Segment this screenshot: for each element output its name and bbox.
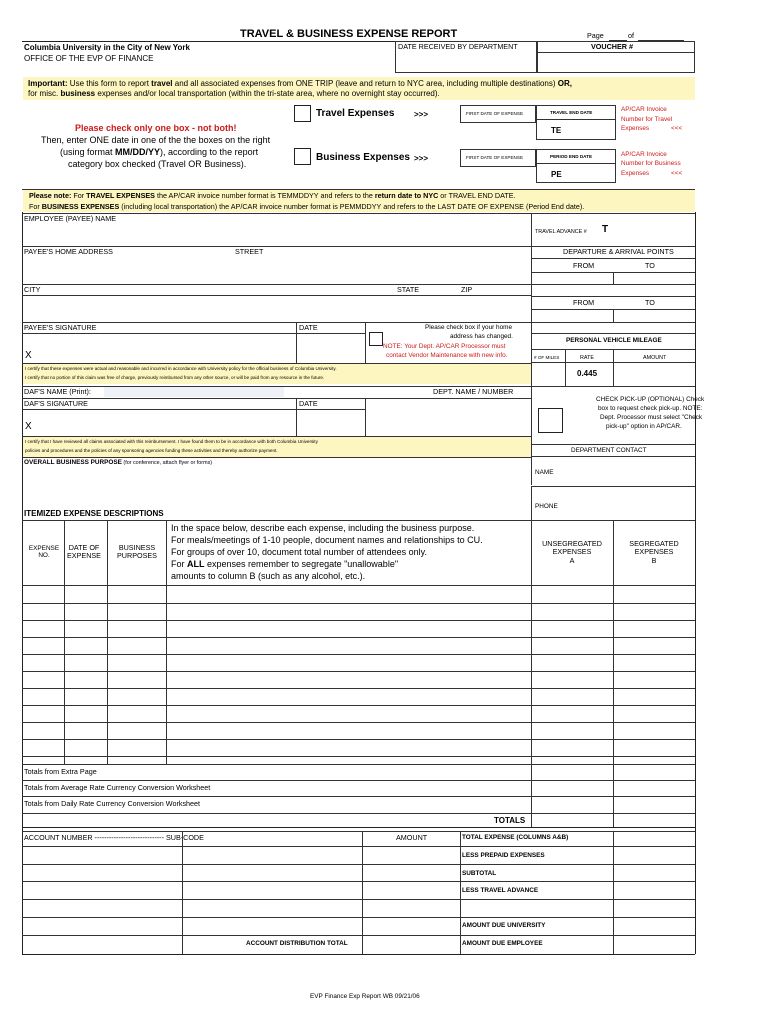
business-note-arrows: <<< (671, 170, 683, 177)
travel-expenses-label: Travel Expenses (316, 108, 395, 119)
page-label: Page (587, 31, 604, 40)
city-label: CITY (24, 285, 41, 294)
zip-label: ZIP (461, 285, 473, 294)
expense-row-3-col-5[interactable] (532, 621, 612, 636)
travel-note3: Expenses (621, 125, 650, 132)
expense-row-9-col-5[interactable] (532, 723, 612, 738)
col-unsegregated: UNSEGREGATED EXPENSES A (542, 539, 602, 565)
arrival-to-field-2[interactable] (614, 310, 694, 321)
business-first-date-label: FIRST DATE OF EXPENSE (466, 155, 524, 160)
check-one-warning: Please check only one box - not both! (75, 123, 237, 133)
account-row-2-col-2[interactable] (184, 865, 360, 881)
expense-row-10-col-6[interactable] (614, 740, 694, 755)
instruction-line1: Then, enter ONE date in one of the the boxes on the right (41, 135, 271, 145)
to-label-2: TO (645, 298, 655, 307)
less-prepaid-label: LESS PREPAID EXPENSES (462, 852, 545, 859)
account-row-2-col-1[interactable] (24, 865, 180, 881)
check-pickup-checkbox[interactable] (538, 408, 563, 433)
account-row-2-col-4[interactable] (615, 865, 693, 881)
business-purpose-field[interactable] (24, 468, 530, 508)
expense-row-11-col-1[interactable] (24, 757, 64, 763)
form-title: TRAVEL & BUSINESS EXPENSE REPORT (240, 28, 458, 40)
expense-row-4-col-1[interactable] (24, 638, 64, 653)
daf-date-label: DATE (299, 399, 318, 408)
account-row-3-col-1[interactable] (24, 882, 180, 898)
expense-row-1-col-6[interactable] (614, 586, 694, 602)
account-row-4-col-2[interactable] (184, 900, 360, 916)
expense-row-7-col-1[interactable] (24, 689, 64, 704)
state-field[interactable] (396, 296, 456, 320)
address-changed-checkbox[interactable] (369, 332, 383, 346)
from-label-1: FROM (573, 261, 595, 270)
expense-row-6-col-3[interactable] (109, 672, 165, 687)
expense-row-3-col-4[interactable] (168, 621, 530, 636)
account-row-1-col-4[interactable] (615, 847, 693, 863)
expense-row-9-col-2[interactable] (66, 723, 106, 738)
payee-certify-line2: I certify that no portion of this claim was free of charge, previously reimbursed from any other source, or will be paid from any resource in the future. (25, 375, 325, 380)
payee-certify-line1: I certify that these expenses were actual and reasonable and incurred in accordance with University policy for the official business of Columbia University. (25, 366, 337, 371)
account-row-3-col-2[interactable] (184, 882, 360, 898)
account-row-3-col-4[interactable] (615, 882, 693, 898)
account-row-4-col-3[interactable] (364, 900, 458, 916)
expense-row-9-col-6[interactable] (614, 723, 694, 738)
expense-row-1-col-5[interactable] (532, 586, 612, 602)
account-row-5-col-4[interactable] (615, 918, 693, 934)
payee-signature-x: X (25, 350, 32, 361)
employee-name-label: EMPLOYEE (PAYEE) NAME (24, 214, 116, 223)
travel-note-arrows: <<< (671, 125, 683, 132)
itemized-desc3: For groups of over 10, document total number of attendees only. (171, 547, 427, 557)
expense-row-8-col-3[interactable] (109, 706, 165, 721)
expense-row-2-col-4[interactable] (168, 604, 530, 619)
expense-row-2-col-2[interactable] (66, 604, 106, 619)
expense-row-4-col-6[interactable] (614, 638, 694, 653)
contact-name-field[interactable] (560, 458, 694, 486)
daf-name-label: DAF'S NAME (Print): (24, 387, 91, 396)
pickup-line3: Dept. Processor must select "Check (600, 414, 703, 421)
expense-row-4-col-2[interactable] (66, 638, 106, 653)
date-received-label: DATE RECEIVED BY DEPARTMENT (398, 42, 518, 51)
mileage-title: PERSONAL VEHICLE MILEAGE (566, 337, 662, 344)
expense-row-8-col-6[interactable] (614, 706, 694, 721)
important-line1: Important: Use this form to report travel and all associated expenses from ONE TRIP (leave and return to NYC area, including multiple destinations) OR, (28, 79, 572, 88)
address-change-line2: address has changed. (450, 333, 513, 340)
payee-signature-label: PAYEE'S SIGNATURE (24, 323, 97, 332)
total-expense-label: TOTAL EXPENSE (COLUMNS A&B) (462, 834, 569, 841)
expense-row-3-col-6[interactable] (614, 621, 694, 636)
expense-row-7-col-5[interactable] (532, 689, 612, 704)
expense-row-1-col-3[interactable] (109, 586, 165, 602)
travel-advance-label: TRAVEL ADVANCE # (535, 229, 587, 235)
travel-end-date-label: TRAVEL END DATE (550, 110, 593, 115)
please-note-line2: For BUSINESS EXPENSES (including local transportation) the AP/CAR invoice number format is PEMMDDYY and refers to the LAST DATE OF EXPENSE (Period End date). (29, 202, 585, 211)
address-change-line1: Please check box if your home (425, 324, 513, 331)
departure-arrival-label: DEPARTURE & ARRIVAL POINTS (563, 247, 674, 256)
employee-name-field[interactable] (24, 224, 530, 244)
daf-name-field[interactable] (104, 387, 284, 397)
expense-row-3-col-2[interactable] (66, 621, 106, 636)
to-label-1: TO (645, 261, 655, 270)
expense-row-10-col-4[interactable] (168, 740, 530, 755)
expense-row-7-col-2[interactable] (66, 689, 106, 704)
business-expenses-checkbox[interactable] (294, 148, 311, 165)
expense-row-3-col-3[interactable] (109, 621, 165, 636)
account-row-6-col-3[interactable] (364, 936, 458, 952)
departure-from-field-2[interactable] (532, 310, 612, 321)
expense-row-5-col-4[interactable] (168, 655, 530, 670)
expense-row-1-col-4[interactable] (168, 586, 530, 602)
account-row-1-col-2[interactable] (184, 847, 360, 863)
col-segregated: SEGREGATED EXPENSES B (629, 539, 679, 565)
expense-row-7-col-6[interactable] (614, 689, 694, 704)
expense-row-2-col-1[interactable] (24, 604, 64, 619)
account-row-5-col-2[interactable] (184, 918, 360, 934)
daf-signature-field[interactable] (36, 411, 294, 435)
footer-text: EVP Finance Exp Report WB 09/21/06 (310, 993, 420, 1000)
total-a-field[interactable] (532, 814, 612, 826)
expense-row-5-col-6[interactable] (614, 655, 694, 670)
state-label: STATE (397, 285, 420, 294)
account-row-2-col-3[interactable] (364, 865, 458, 881)
city-field[interactable] (24, 296, 394, 320)
expense-row-10-col-5[interactable] (532, 740, 612, 755)
expense-row-11-col-4[interactable] (168, 757, 530, 763)
expense-row-6-col-5[interactable] (532, 672, 612, 687)
amount-due-university-label: AMOUNT DUE UNIVERSITY (462, 922, 546, 929)
expense-row-4-col-3[interactable] (109, 638, 165, 653)
street-label: STREET (235, 247, 264, 256)
org-office: OFFICE OF THE EVP OF FINANCE (24, 54, 154, 63)
account-row-1-col-3[interactable] (364, 847, 458, 863)
totals-average-rate: Totals from Average Rate Currency Conversion Worksheet (24, 783, 211, 792)
daf-certify-line1: I certify that I have reviewed all claims associated with this reimbursement. I have found them to be in accordance with both Columbia University (25, 439, 318, 444)
itemized-title: ITEMIZED EXPENSE DESCRIPTIONS (24, 509, 164, 518)
travel-arrows: >>> (414, 110, 429, 119)
contact-phone-label: PHONE (535, 503, 558, 510)
business-note3: Expenses (621, 170, 650, 177)
expense-row-8-col-2[interactable] (66, 706, 106, 721)
pickup-line2: box to request check pick-up. NOTE: (598, 405, 703, 412)
business-arrows: >>> (414, 154, 429, 163)
expense-row-9-col-4[interactable] (168, 723, 530, 738)
account-row-3-col-3[interactable] (364, 882, 458, 898)
account-row-6-col-1[interactable] (24, 936, 180, 952)
business-purpose-label: OVERALL BUSINESS PURPOSE (for conference, attach flyer or forms) (24, 459, 213, 466)
org-name: Columbia University in the City of New York (24, 43, 190, 52)
daf-signature-label: DAF'S SIGNATURE (24, 399, 88, 408)
expense-row-11-col-5[interactable] (532, 757, 612, 763)
travel-advance-code: T (602, 224, 609, 235)
expense-row-11-col-2[interactable] (66, 757, 106, 763)
dept-name-label: DEPT. NAME / NUMBER (433, 387, 514, 396)
expense-row-6-col-1[interactable] (24, 672, 64, 687)
travel-code: TE (551, 126, 562, 135)
account-row-1-col-1[interactable] (24, 847, 180, 863)
expense-row-2-col-3[interactable] (109, 604, 165, 619)
expense-row-1-col-2[interactable] (66, 586, 106, 602)
itemized-desc4: For ALL expenses remember to segregate "unallowable" (171, 559, 399, 569)
travel-first-date-label: FIRST DATE OF EXPENSE (466, 111, 524, 116)
payee-date-label: DATE (299, 323, 318, 332)
address-note-line1: NOTE: Your Dept. AP/CAR Processor must (383, 343, 506, 350)
account-distribution-total-label: ACCOUNT DISTRIBUTION TOTAL (246, 940, 348, 947)
expense-row-11-col-3[interactable] (109, 757, 165, 763)
travel-expenses-checkbox[interactable] (294, 105, 311, 122)
business-note2: Number for Business (621, 160, 681, 167)
col-expense-no: EXPENSE NO. (28, 545, 60, 560)
expense-row-9-col-1[interactable] (24, 723, 64, 738)
expense-row-5-col-1[interactable] (24, 655, 64, 670)
daf-date-field[interactable] (298, 411, 364, 435)
business-expenses-label: Business Expenses (316, 152, 410, 163)
expense-row-5-col-2[interactable] (66, 655, 106, 670)
zip-field[interactable] (460, 296, 530, 320)
contact-name-label: NAME (535, 469, 554, 476)
expense-row-3-col-1[interactable] (24, 621, 64, 636)
account-row-5-col-1[interactable] (24, 918, 180, 934)
pickup-line1: CHECK PICK-UP (OPTIONAL) Check (596, 396, 705, 403)
expense-row-1-col-1[interactable] (24, 586, 64, 602)
totals-daily-rate: Totals from Daily Rate Currency Conversion Worksheet (24, 799, 201, 808)
account-number-label: ACCOUNT NUMBER ----------------------------- SUB-CODE (24, 833, 204, 842)
of-label: of (628, 31, 634, 40)
account-row-6-col-4[interactable] (615, 936, 693, 952)
expense-row-2-col-6[interactable] (614, 604, 694, 619)
street-field[interactable] (24, 258, 530, 284)
expense-row-5-col-3[interactable] (109, 655, 165, 670)
business-code: PE (551, 170, 562, 179)
payee-date-field[interactable] (298, 336, 364, 362)
less-travel-advance-label: LESS TRAVEL ADVANCE (462, 887, 539, 894)
expense-row-10-col-2[interactable] (66, 740, 106, 755)
business-note1: AP/CAR Invoice (621, 151, 667, 158)
expense-row-7-col-3[interactable] (109, 689, 165, 704)
expense-row-5-col-5[interactable] (532, 655, 612, 670)
expense-row-4-col-5[interactable] (532, 638, 612, 653)
department-contact-title: DEPARTMENT CONTACT (571, 447, 647, 454)
important-line2: for misc. business expenses and/or local transportation (within the tri-state area, where no overnight stay occurred). (28, 89, 440, 98)
expense-row-7-col-4[interactable] (168, 689, 530, 704)
totals-extra-page: Totals from Extra Page (24, 767, 97, 776)
dept-name-field[interactable] (367, 400, 529, 435)
mileage-rate-value: 0.445 (577, 369, 598, 378)
arrival-to-field-1[interactable] (614, 273, 694, 284)
pickup-line4: pick-up" option in AP/CAR. (606, 423, 682, 430)
expense-row-9-col-3[interactable] (109, 723, 165, 738)
amount-label: AMOUNT (643, 355, 667, 361)
daf-certify-line2: policies and procedures and the policies of any sponsoring agencies funding these activities and thereby authorize payment. (25, 448, 278, 453)
expense-row-8-col-4[interactable] (168, 706, 530, 721)
account-amount-label: AMOUNT (396, 833, 428, 842)
departure-from-field-1[interactable] (532, 273, 612, 284)
expense-row-11-col-6[interactable] (614, 757, 694, 763)
account-row-4-col-1[interactable] (24, 900, 180, 916)
from-label-2: FROM (573, 298, 595, 307)
contact-phone-field[interactable] (560, 488, 694, 518)
miles-field[interactable] (532, 363, 564, 385)
voucher-label: VOUCHER # (591, 42, 633, 51)
instruction-line3: category box checked (Travel OR Business). (68, 159, 247, 169)
instruction-line2: (using format MM/DD/YY), according to the report (60, 147, 259, 157)
account-row-5-col-3[interactable] (364, 918, 458, 934)
expense-row-8-col-1[interactable] (24, 706, 64, 721)
expense-row-4-col-4[interactable] (168, 638, 530, 653)
expense-row-10-col-1[interactable] (24, 740, 64, 755)
totals-label: TOTALS (494, 816, 526, 825)
expense-row-10-col-3[interactable] (109, 740, 165, 755)
rate-label: RATE (580, 355, 594, 361)
travel-note2: Number for Travel (621, 116, 673, 123)
expense-row-6-col-2[interactable] (66, 672, 106, 687)
address-note-line2: contact Vendor Maintenance with new info. (386, 352, 508, 359)
col-date-of-expense: DATE OF EXPENSE (67, 543, 101, 561)
col-business-purposes: BUSINESS PURPOSES (117, 543, 157, 561)
business-period-end-label: PERIOD END DATE (550, 154, 593, 159)
payee-signature-field[interactable] (36, 336, 294, 362)
daf-signature-x: X (25, 421, 32, 432)
itemized-desc1: In the space below, describe each expense, including the business purpose. (171, 523, 475, 533)
please-note-line1: Please note: For TRAVEL EXPENSES the AP/CAR invoice number format is TEMMDDYY and refers to the return date to NYC or TRAVEL END DATE. (29, 191, 516, 200)
amount-due-employee-label: AMOUNT DUE EMPLOYEE (462, 940, 543, 947)
expense-row-6-col-6[interactable] (614, 672, 694, 687)
mileage-amount-field[interactable] (614, 363, 694, 385)
miles-label: # OF MILES (534, 355, 560, 360)
subtotal-label: SUBTOTAL (462, 870, 497, 877)
account-row-4-col-4[interactable] (615, 900, 693, 916)
itemized-desc2: For meals/meetings of 1-10 people, document names and relationships to CU. (171, 535, 483, 545)
itemized-desc5: amounts to column B (such as any alcohol, etc.). (171, 571, 366, 581)
expense-row-6-col-4[interactable] (168, 672, 530, 687)
total-b-field[interactable] (614, 814, 694, 826)
expense-row-2-col-5[interactable] (532, 604, 612, 619)
expense-row-8-col-5[interactable] (532, 706, 612, 721)
travel-note1: AP/CAR Invoice (621, 106, 667, 113)
home-address-label: PAYEE'S HOME ADDRESS (24, 247, 113, 256)
